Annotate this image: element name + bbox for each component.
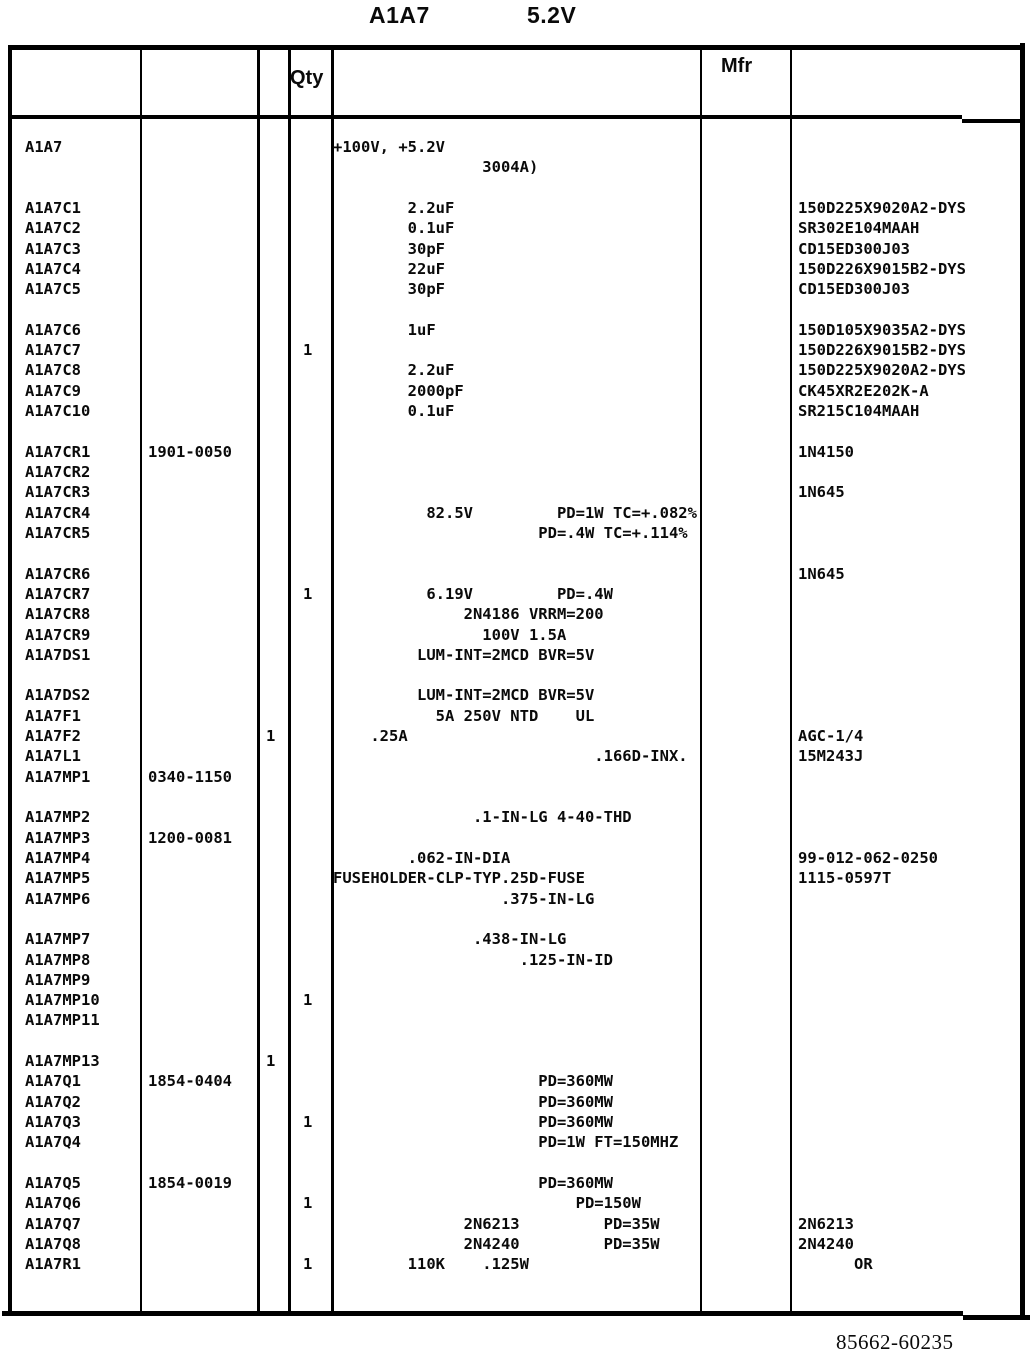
table-row: [0, 1173, 1030, 1193]
table-row: [0, 990, 1030, 1010]
ref-designator-cell: A1A7C3: [25, 239, 81, 258]
header-separator-right: [962, 119, 1025, 123]
description-cell: 0.1uF: [333, 219, 455, 238]
table-row: [0, 198, 1030, 218]
ref-designator-cell: A1A7C10: [25, 402, 91, 421]
description-cell: LUM-INT=2MCD BVR=5V: [333, 645, 595, 664]
description-cell: .125-IN-ID: [333, 950, 613, 969]
description-cell: 6.19V PD=.4W: [333, 584, 613, 603]
ref-designator-cell: A1A7Q7: [25, 1214, 81, 1233]
table-body: [0, 137, 1030, 1275]
description-cell: 2N4186 VRRM=200: [333, 605, 604, 624]
qty-cell: 1: [303, 991, 313, 1010]
ref-designator-cell: A1A7Q4: [25, 1133, 81, 1152]
description-cell: PD=1W FT=150MHZ: [333, 1133, 679, 1152]
ref-designator-cell: A1A7CR3: [25, 483, 91, 502]
table-row: [0, 1071, 1030, 1091]
ref-designator-cell: A1A7CR2: [25, 463, 91, 481]
table-row: [0, 1051, 1030, 1071]
description-cell: PD=150W: [333, 1194, 641, 1213]
ref-designator-cell: A1A7MP13: [25, 1052, 100, 1071]
table-row: [0, 137, 1030, 157]
table-row: [0, 929, 1030, 949]
description-cell: 2.2uF: [333, 361, 455, 380]
description-cell: 2N4240 PD=35W: [333, 1234, 660, 1253]
description-cell: 2000pF: [333, 381, 464, 400]
table-row: [0, 1214, 1030, 1234]
ref-designator-cell: A1A7DS1: [25, 645, 91, 664]
table-row: [0, 503, 1030, 523]
qty-cell: 1: [303, 584, 313, 603]
mfr-part-number-cell: 150D105X9035A2-DYS: [798, 320, 966, 339]
mfr-part-number-cell: 1N4150: [798, 442, 854, 461]
header-separator: [8, 115, 962, 119]
mfr-part-number-cell: 15M243J: [798, 747, 864, 766]
mfr-part-number-cell: CD15ED300J03: [798, 280, 910, 299]
qty-cell: 1: [303, 1255, 313, 1274]
table-row: [0, 360, 1030, 380]
ref-designator-cell: A1A7CR7: [25, 584, 91, 603]
ref-designator-cell: A1A7C7: [25, 341, 81, 360]
ref-designator-cell: A1A7Q6: [25, 1194, 81, 1213]
ref-designator-cell: A1A7: [25, 138, 63, 156]
description-cell: 0.1uF: [333, 402, 455, 421]
mfr-part-number-cell: 99-012-062-0250: [798, 848, 938, 867]
table-row: [0, 442, 1030, 462]
table-row: [0, 1132, 1030, 1152]
ref-designator-cell: A1A7CR6: [25, 564, 91, 583]
description-cell: PD=360MW: [333, 1092, 613, 1111]
ref-designator-cell: A1A7Q3: [25, 1113, 81, 1131]
ref-designator-cell: A1A7MP1: [25, 767, 91, 786]
description-cell: 2N6213 PD=35W: [333, 1214, 660, 1233]
table-row: [0, 259, 1030, 279]
description-cell: PD=360MW: [333, 1113, 613, 1131]
ref-designator-cell: A1A7MP5: [25, 869, 91, 888]
description-cell: .375-IN-LG: [333, 889, 595, 908]
table-row: [0, 218, 1030, 238]
check-digit-cell: 1: [266, 1052, 276, 1071]
mfr-part-number-cell: 150D225X9020A2-DYS: [798, 198, 966, 217]
table-row: [0, 1254, 1030, 1274]
ref-designator-cell: A1A7C9: [25, 381, 81, 400]
mfr-part-number-cell: 1N645: [798, 483, 845, 502]
description-cell: 82.5V PD=1W TC=+.082%: [333, 503, 697, 522]
description-cell: 110K .125W: [333, 1255, 529, 1274]
description-cell: PD=.4W TC=+.114%: [333, 523, 688, 542]
ref-designator-cell: A1A7C6: [25, 320, 81, 339]
mfr-part-number-cell: CK45XR2E202K-A: [798, 381, 929, 400]
mfr-part-number-cell: OR: [798, 1255, 873, 1274]
table-row: [0, 1112, 1030, 1132]
description-cell: +100V, +5.2V: [333, 138, 445, 156]
ref-designator-cell: A1A7CR9: [25, 625, 91, 644]
table-row-blank: [0, 665, 1030, 685]
hp-part-number-cell: 0340-1150: [148, 767, 232, 786]
table-row: [0, 889, 1030, 909]
description-cell: 100V 1.5A: [333, 625, 567, 644]
table-row: [0, 381, 1030, 401]
ref-designator-cell: A1A7Q1: [25, 1072, 81, 1091]
table-row: [0, 868, 1030, 888]
table-row: [0, 279, 1030, 299]
ref-designator-cell: A1A7Q8: [25, 1234, 81, 1253]
ref-designator-cell: A1A7F2: [25, 727, 81, 746]
ref-designator-cell: A1A7C4: [25, 259, 81, 278]
table-row: [0, 462, 1030, 482]
ref-designator-cell: A1A7MP11: [25, 1011, 100, 1030]
table-row-blank: [0, 1153, 1030, 1173]
table-row: [0, 950, 1030, 970]
ref-designator-cell: A1A7L1: [25, 747, 81, 766]
table-row: [0, 523, 1030, 543]
description-cell: 30pF: [333, 239, 445, 258]
table-row: [0, 746, 1030, 766]
table-row: [0, 767, 1030, 787]
table-row: [0, 239, 1030, 259]
table-row: [0, 726, 1030, 746]
hp-part-number-cell: 1901-0050: [148, 442, 232, 461]
column-header-mfr: Mfr: [721, 55, 753, 77]
table-row-blank: [0, 178, 1030, 198]
ref-designator-cell: A1A7MP10: [25, 991, 100, 1010]
table-row-blank: [0, 421, 1030, 441]
mfr-part-number-cell: 150D225X9020A2-DYS: [798, 361, 966, 380]
table-row: [0, 685, 1030, 705]
table-row-blank: [0, 1031, 1030, 1051]
description-cell: 3004A): [333, 158, 539, 177]
description-cell: FUSEHOLDER-CLP-TYP.25D-FUSE: [333, 869, 585, 888]
column-header-qty: Qty: [290, 67, 324, 89]
table-row: [0, 564, 1030, 584]
table-row: [0, 706, 1030, 726]
description-cell: 2.2uF: [333, 198, 455, 217]
ref-designator-cell: A1A7C1: [25, 198, 81, 217]
table-row-blank: [0, 543, 1030, 563]
ref-designator-cell: A1A7CR8: [25, 605, 91, 624]
table-row: [0, 625, 1030, 645]
page-title-voltage: 5.2V: [527, 2, 577, 28]
ref-designator-cell: A1A7CR4: [25, 503, 91, 522]
table-row: [0, 1234, 1030, 1254]
ref-designator-cell: A1A7MP2: [25, 808, 91, 827]
description-cell: 5A 250V NTD UL: [333, 706, 595, 725]
table-row: [0, 584, 1030, 604]
mfr-part-number-cell: AGC-1/4: [798, 727, 864, 746]
description-cell: .062-IN-DIA: [333, 848, 511, 867]
table-row: [0, 401, 1030, 421]
table-row-blank: [0, 787, 1030, 807]
mfr-part-number-cell: 150D226X9015B2-DYS: [798, 259, 966, 278]
table-row: [0, 1092, 1030, 1112]
table-row: [0, 1010, 1030, 1030]
mfr-part-number-cell: CD15ED300J03: [798, 239, 910, 258]
table-row: [0, 157, 1030, 177]
ref-designator-cell: A1A7MP3: [25, 828, 91, 847]
ref-designator-cell: A1A7MP9: [25, 970, 91, 989]
ref-designator-cell: A1A7CR5: [25, 523, 91, 542]
ref-designator-cell: A1A7MP8: [25, 950, 91, 969]
table-row: [0, 320, 1030, 340]
description-cell: 1uF: [333, 320, 436, 339]
mfr-part-number-cell: 1N645: [798, 564, 845, 583]
description-cell: PD=360MW: [333, 1173, 613, 1192]
qty-cell: 1: [303, 1194, 313, 1213]
description-cell: LUM-INT=2MCD BVR=5V: [333, 686, 595, 705]
description-cell: .25A: [333, 727, 408, 746]
ref-designator-cell: A1A7C5: [25, 280, 81, 299]
description-cell: 30pF: [333, 280, 445, 299]
ref-designator-cell: A1A7MP7: [25, 930, 91, 949]
ref-designator-cell: A1A7Q2: [25, 1092, 81, 1111]
table-row: [0, 1193, 1030, 1213]
description-cell: 22uF: [333, 259, 445, 278]
ref-designator-cell: A1A7MP4: [25, 848, 91, 867]
hp-part-number-cell: 1200-0081: [148, 828, 232, 847]
ref-designator-cell: A1A7C8: [25, 361, 81, 380]
mfr-part-number-cell: SR215C104MAAH: [798, 402, 920, 421]
page-title-assembly: A1A7: [369, 2, 430, 28]
description-cell: .1-IN-LG 4-40-THD: [333, 808, 632, 827]
description-cell: PD=360MW: [333, 1072, 613, 1091]
table-row: [0, 828, 1030, 848]
table-border-bottom: [2, 1311, 963, 1316]
table-row: [0, 645, 1030, 665]
ref-designator-cell: A1A7F1: [25, 706, 81, 725]
hp-part-number-cell: 1854-0404: [148, 1072, 232, 1091]
mfr-part-number-cell: 2N6213: [798, 1214, 854, 1233]
check-digit-cell: 1: [266, 727, 276, 746]
document-number: 85662-60235: [836, 1330, 954, 1354]
table-border-top: [8, 45, 1020, 50]
table-row-blank: [0, 300, 1030, 320]
qty-cell: 1: [303, 341, 313, 360]
mfr-part-number-cell: 2N4240: [798, 1234, 854, 1253]
description-cell: .438-IN-LG: [333, 930, 567, 949]
ref-designator-cell: A1A7Q5: [25, 1173, 81, 1192]
ref-designator-cell: A1A7R1: [25, 1255, 81, 1274]
table-row: [0, 340, 1030, 360]
table-row: [0, 848, 1030, 868]
table-row: [0, 970, 1030, 990]
table-row: [0, 482, 1030, 502]
table-row: [0, 807, 1030, 827]
table-row: [0, 604, 1030, 624]
description-cell: .166D-INX.: [333, 747, 688, 766]
ref-designator-cell: A1A7C2: [25, 219, 81, 238]
mfr-part-number-cell: 1115-0597T: [798, 869, 892, 888]
ref-designator-cell: A1A7MP6: [25, 889, 91, 908]
ref-designator-cell: A1A7CR1: [25, 442, 91, 461]
table-border-bottom-right: [963, 1315, 1030, 1320]
mfr-part-number-cell: 150D226X9015B2-DYS: [798, 341, 966, 360]
hp-part-number-cell: 1854-0019: [148, 1173, 232, 1192]
mfr-part-number-cell: SR302E104MAAH: [798, 219, 920, 238]
ref-designator-cell: A1A7DS2: [25, 686, 91, 705]
qty-cell: 1: [303, 1113, 313, 1131]
table-row-blank: [0, 909, 1030, 929]
